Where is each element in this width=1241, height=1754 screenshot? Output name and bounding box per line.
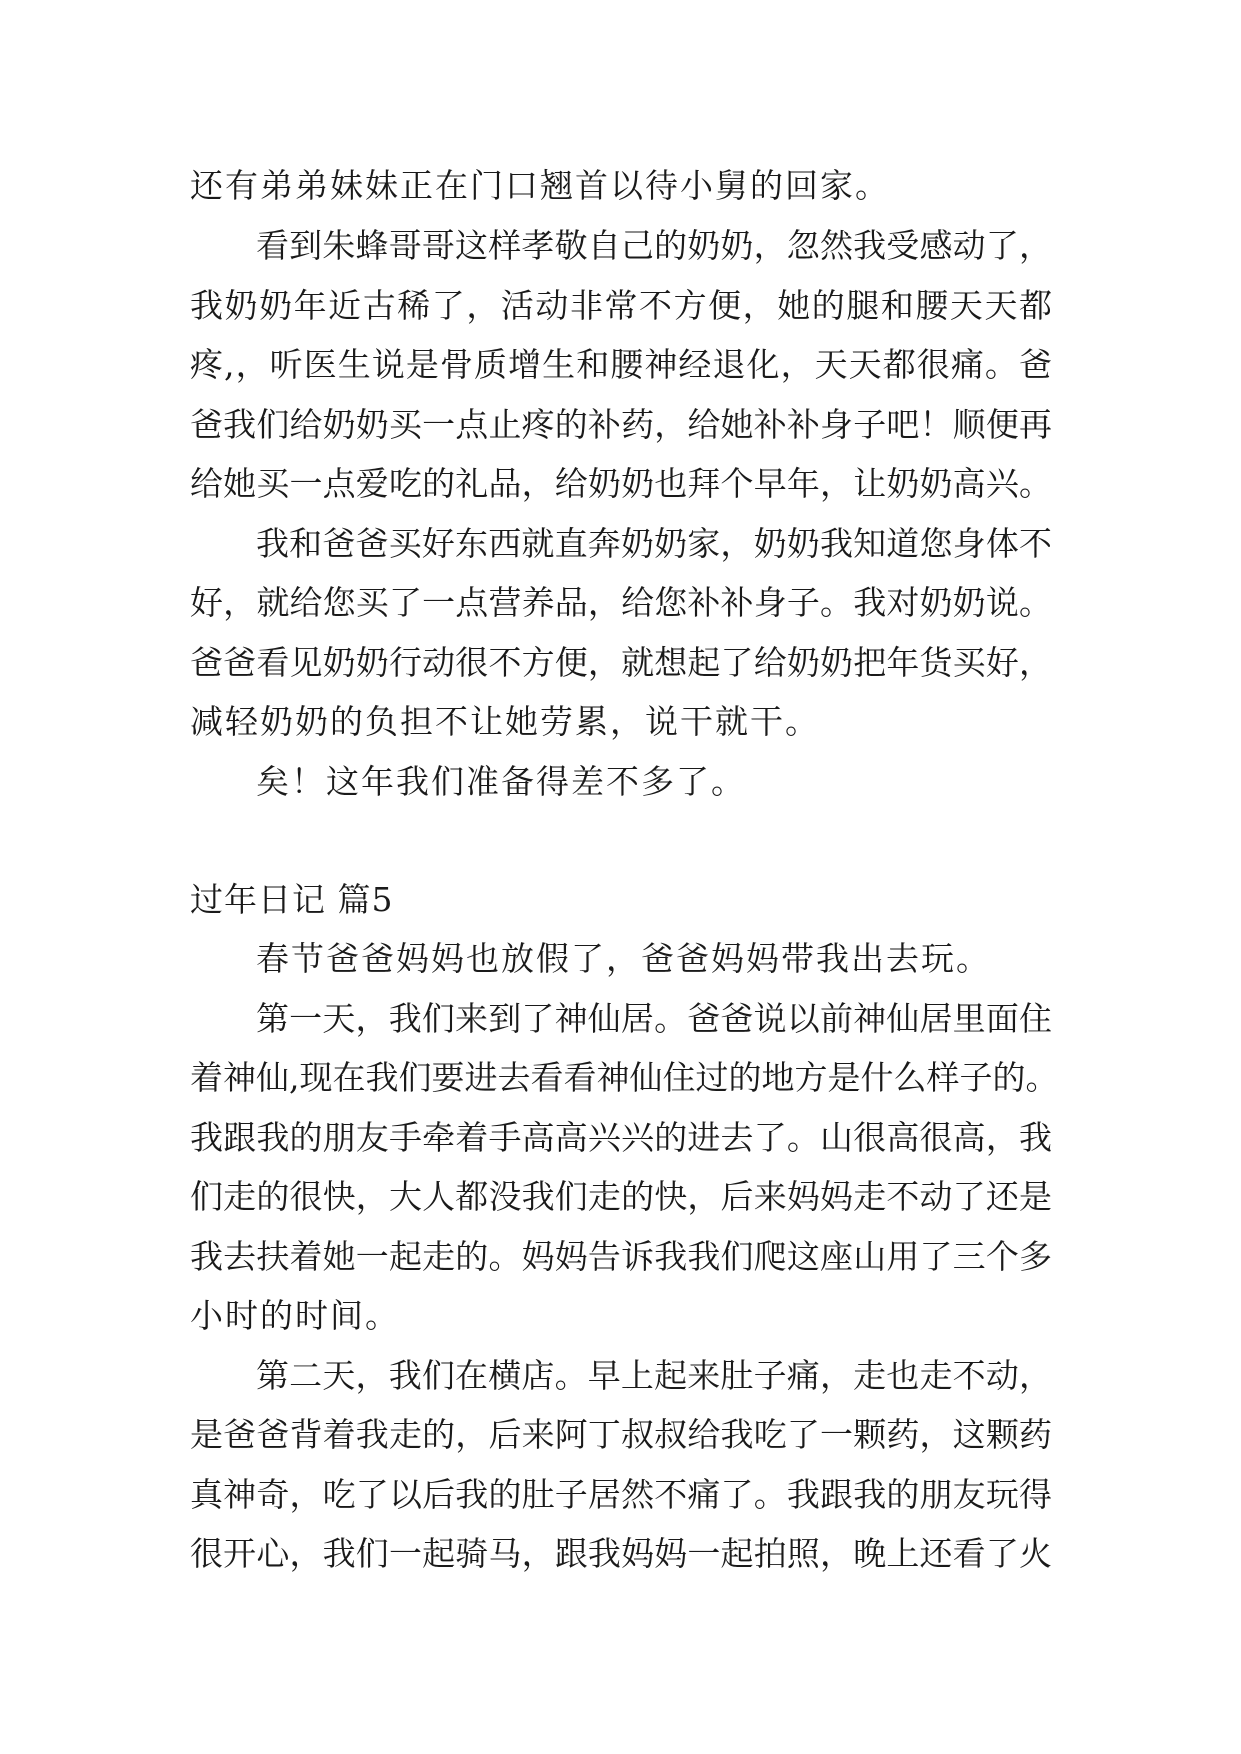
text-line: 好，就给您买了一点营养品，给您补补身子。我对奶奶说。 (190, 583, 1052, 622)
text-line: 我跟我的朋友手牵着手高高兴兴的进去了。山很高很高，我 (190, 1118, 1052, 1157)
text-line: 是爸爸背着我走的，后来阿丁叔叔给我吃了一颗药，这颗药 (190, 1415, 1052, 1454)
text-line: 我去扶着她一起走的。妈妈告诉我我们爬这座山用了三个多 (190, 1237, 1052, 1276)
text-line: 爸爸看见奶奶行动很不方便，就想起了给奶奶把年货买好， (190, 643, 1052, 682)
section-heading: 过年日记 篇5 (190, 880, 394, 919)
paragraph-first-line: 看到朱蜂哥哥这样孝敬自己的奶奶，忽然我受感动了， (256, 226, 1052, 265)
paragraph-first-line: 第一天，我们来到了神仙居。爸爸说以前神仙居里面住 (256, 999, 1052, 1038)
text-line: 小时的时间。 (190, 1296, 400, 1335)
text-line: 着神仙,现在我们要进去看看神仙住过的地方是什么样子的。 (190, 1058, 1059, 1097)
text-line: 减轻奶奶的负担不让她劳累，说干就干。 (190, 702, 820, 741)
text-line: 真神奇，吃了以后我的肚子居然不痛了。我跟我的朋友玩得 (190, 1475, 1052, 1514)
text-line: 们走的很快，大人都没我们走的快，后来妈妈走不动了还是 (190, 1177, 1052, 1216)
text-line: 我奶奶年近古稀了，活动非常不方便，她的腿和腰天天都 (190, 286, 1052, 325)
paragraph-first-line: 春节爸爸妈妈也放假了，爸爸妈妈带我出去玩。 (256, 939, 991, 978)
paragraph-first-line: 矣！这年我们准备得差不多了。 (256, 762, 746, 801)
text-line: 疼,，听医生说是骨质增生和腰神经退化，天天都很痛。爸 (190, 345, 1052, 384)
text-line: 很开心，我们一起骑马，跟我妈妈一起拍照，晚上还看了火 (190, 1534, 1052, 1573)
paragraph-first-line: 我和爸爸买好东西就直奔奶奶家，奶奶我知道您身体不 (256, 524, 1052, 563)
paragraph-first-line: 第二天，我们在横店。早上起来肚子痛，走也走不动， (256, 1356, 1052, 1395)
text-line: 给她买一点爱吃的礼品，给奶奶也拜个早年，让奶奶高兴。 (190, 464, 1052, 503)
text-line: 爸我们给奶奶买一点止疼的补药，给她补补身子吧！顺便再 (190, 405, 1052, 444)
text-line: 还有弟弟妹妹正在门口翘首以待小舅的回家。 (190, 166, 890, 205)
